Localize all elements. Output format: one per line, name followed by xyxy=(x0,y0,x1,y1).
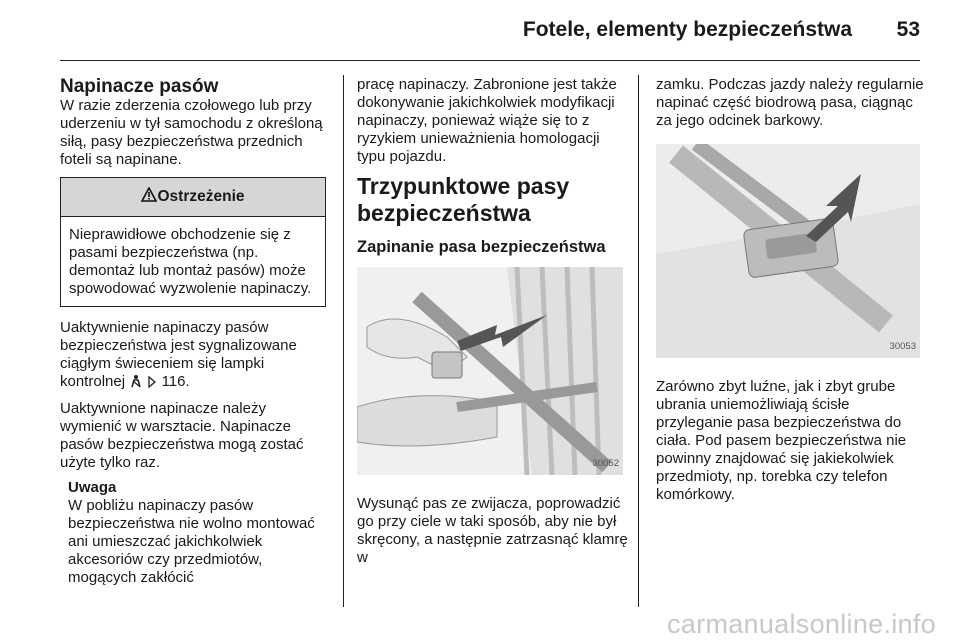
intro-paragraph: W razie zderzenia czołowego lub przy uderzeniu w tył samochodu z określoną siłą, pasy bezpieczeństwa przednich foteli są napinane. xyxy=(60,97,323,168)
warning-triangle-icon xyxy=(141,187,157,207)
figure-number-2: 30053 xyxy=(889,341,916,352)
warning-text: Nieprawidłowe obchodzenie się z pasami bezpieczeństwa (np. demontaż lub montaż pasów) może spowodować wyzwolenie napinaczy. xyxy=(69,226,312,297)
seatbelt-tensioner-indicator-icon xyxy=(129,374,143,393)
note-text: W pobliżu napinaczy pasów bezpieczeństwa nie wolno montować ani umieszczać jakichkolwiek akcesoriów czy przedmiotów, mogących zakłócić xyxy=(68,497,315,586)
column-divider-1 xyxy=(343,75,344,607)
note-box xyxy=(68,479,326,587)
column-divider-2 xyxy=(638,75,639,607)
column-1 xyxy=(60,76,326,587)
page-header-title: Fotele, elementy bezpieczeństwa xyxy=(522,18,852,41)
watermark: carmanualsonline.info xyxy=(667,609,936,639)
continuation-paragraph: pracę napinaczy. Zabronione jest także dokonywanie jakichkolwiek modyfikacji napinaczy, ponieważ wiąże się to z ryzykiem unieważnienia homologacji typu pojazdu. xyxy=(357,76,617,165)
belt-tightening-illustration xyxy=(656,144,920,358)
section-heading-tensioners: Napinacze pasów xyxy=(60,76,219,97)
belt-fastening-illustration xyxy=(357,267,623,475)
page-reference-arrow-icon xyxy=(147,375,157,393)
page-number: 53 xyxy=(896,18,920,41)
fastening-paragraph: Wysunąć pas ze zwijacza, poprowadzić go przy ciele w taki sposób, aby nie był skręcony, a następnie zatrzasnąć klamrę w xyxy=(357,495,628,566)
section-heading-three-point-belts: Trzypunktowe pasy bezpieczeństwa xyxy=(357,173,570,226)
warning-header xyxy=(61,178,325,217)
header-rule xyxy=(60,60,920,61)
continuation-paragraph-2: zamku. Podczas jazdy należy regularnie napinać część biodrową pasa, ciągnąc za jego odcinek barkowy. xyxy=(656,76,924,129)
warning-title: Ostrzeżenie xyxy=(157,188,245,205)
column-3 xyxy=(656,76,924,511)
activation-text: Uaktywnienie napinaczy pasów bezpieczeństwa jest sygnalizowane ciągłym świeceniem się lampki kontrolnej xyxy=(60,319,297,390)
figure-number: 30052 xyxy=(592,458,619,469)
column-2 xyxy=(357,76,629,574)
replace-paragraph: Uaktywnione napinacze należy wymienić w warsztacie. Napinacze pasów bezpieczeństwa mogą zostać użyte tylko raz. xyxy=(60,400,304,471)
figure-tighten-belt xyxy=(656,144,920,358)
subheading-fastening: Zapinanie pasa bezpieczeństwa xyxy=(357,238,606,256)
activation-paragraph xyxy=(60,319,326,393)
clothing-paragraph: Zarówno zbyt luźne, jak i zbyt grube ubrania uniemożliwiają ścisłe przyleganie pasa bezpieczeństwa do ciała. Pod pasem bezpieczeństwa nie powinny znajdować się jakiekolwiek przedmioty, np. torebka czy telefon komórkowy. xyxy=(656,378,907,503)
note-title: Uwaga xyxy=(68,479,117,496)
warning-box xyxy=(60,177,326,307)
page-reference[interactable]: 116. xyxy=(161,373,190,390)
figure-fastening-belt xyxy=(357,267,623,475)
